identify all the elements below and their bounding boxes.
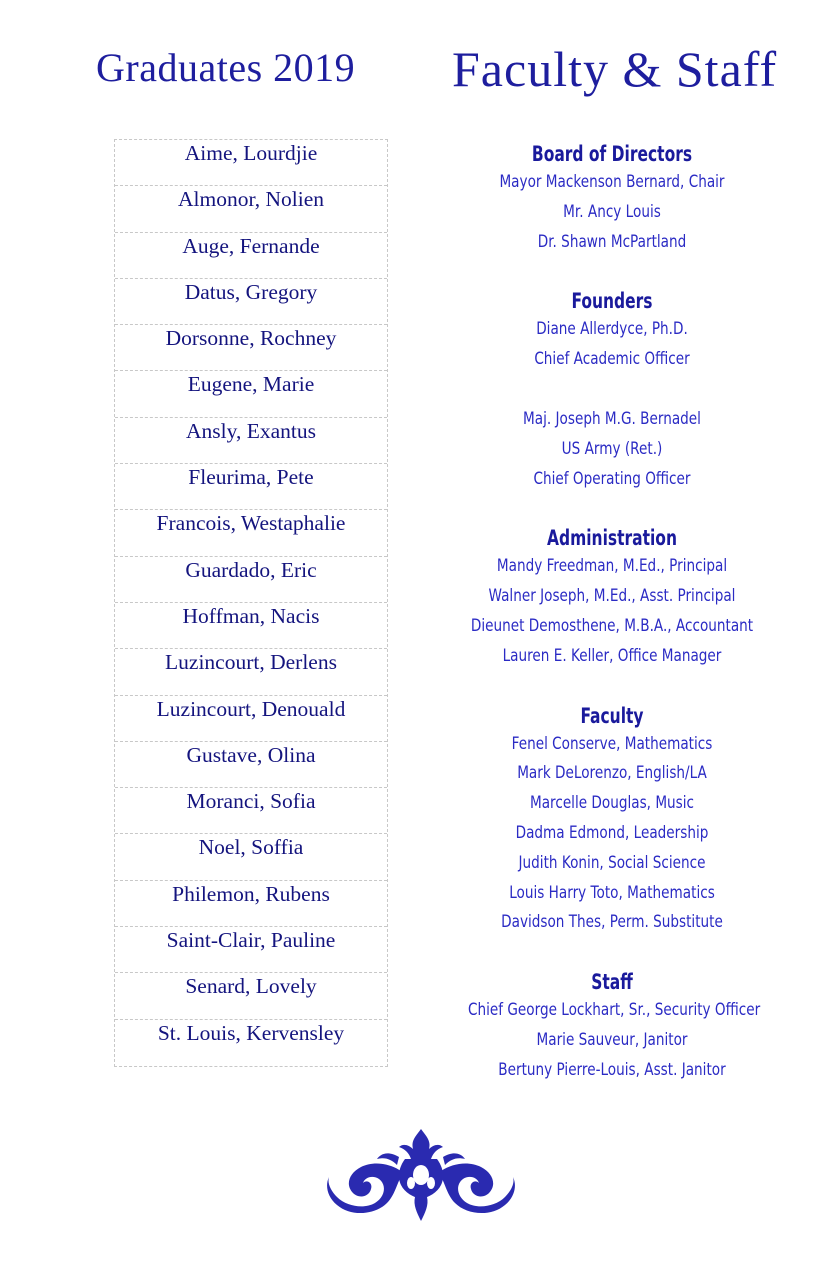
graduate-name: Datus, Gregory xyxy=(115,279,387,325)
faculty-staff-heading: Faculty & Staff xyxy=(452,41,778,97)
board-section xyxy=(432,140,792,257)
administration-member: Walner Joseph, M.Ed., Asst. Principal xyxy=(488,586,736,607)
graduate-name: St. Louis, Kervensley xyxy=(157,1020,345,1045)
graduate-name: Luzincourt, Denouald xyxy=(115,696,387,742)
board-member: Mayor Mackenson Bernard, Chair xyxy=(499,172,725,192)
founder-line: US Army (Ret.) xyxy=(561,438,663,459)
faculty-member: Fenel Conserve, Mathematics xyxy=(511,733,713,754)
graduate-name: Fleurima, Pete xyxy=(115,464,387,510)
graduate-name: Hoffman, Nacis xyxy=(115,603,387,649)
founders-section xyxy=(432,287,792,494)
faculty-member: Mark DeLorenzo, English/LA xyxy=(517,763,707,784)
graduate-name: Auge, Fernande xyxy=(115,233,387,279)
founder-line: Chief Academic Officer xyxy=(534,349,690,370)
graduate-name: Moranci, Sofia xyxy=(115,788,387,834)
faculty-member: Marcelle Douglas, Music xyxy=(529,793,695,814)
staff-member: Marie Sauveur, Janitor xyxy=(536,1029,688,1050)
graduate-name: Saint-Clair, Pauline xyxy=(115,927,387,973)
faculty-member: Judith Konin, Social Science xyxy=(518,852,706,873)
administration-member: Mandy Freedman, M.Ed., Principal xyxy=(496,556,728,577)
graduates-heading: Graduates 2019 xyxy=(96,45,356,90)
faculty-staff-column xyxy=(432,140,792,1116)
board-title: Board of Directors xyxy=(531,142,693,166)
graduate-name: Noel, Soffia xyxy=(115,834,387,880)
graduate-name: Guardado, Eric xyxy=(115,557,387,603)
founders-title: Founders xyxy=(571,289,653,314)
faculty-member: Louis Harry Toto, Mathematics xyxy=(509,882,715,903)
founder-line: Chief Operating Officer xyxy=(533,468,691,489)
faculty-section xyxy=(432,702,792,939)
staff-member: Bertuny Pierre-Louis, Asst. Janitor xyxy=(498,1059,726,1080)
administration-member: Lauren E. Keller, Office Manager xyxy=(502,645,722,666)
graduates-list xyxy=(114,139,388,1067)
staff-member: Chief George Lockhart, Sr., Security Officer xyxy=(468,1000,761,1021)
fleur-de-lis-ornament-icon xyxy=(325,1127,517,1223)
graduate-name: Almonor, Nolien xyxy=(115,186,387,232)
graduate-name: Francois, Westaphalie xyxy=(115,510,387,556)
staff-title: Staff xyxy=(591,970,633,995)
staff-section xyxy=(432,968,792,1085)
graduate-name: Philemon, Rubens xyxy=(115,881,387,927)
graduate-name: Gustave, Olina xyxy=(115,742,387,788)
graduate-name: Ansly, Exantus xyxy=(115,418,387,464)
faculty-title: Faculty xyxy=(580,703,644,728)
graduate-name: Dorsonne, Rochney xyxy=(115,325,387,371)
graduate-name: Aime, Lourdjie xyxy=(115,140,387,186)
founder-line: Maj. Joseph M.G. Bernadel xyxy=(523,408,701,429)
graduate-name: Senard, Lovely xyxy=(115,973,387,1019)
administration-section xyxy=(432,524,792,671)
graduate-name: Luzincourt, Derlens xyxy=(115,649,387,695)
graduate-name: Eugene, Marie xyxy=(115,371,387,417)
faculty-member: Dadma Edmond, Leadership xyxy=(515,822,709,843)
administration-member: Dieunet Demosthene, M.B.A., Accountant xyxy=(470,615,754,636)
founder-line: Diane Allerdyce, Ph.D. xyxy=(536,319,688,340)
board-member: Mr. Ancy Louis xyxy=(563,201,661,222)
administration-title: Administration xyxy=(547,526,677,551)
board-member: Dr. Shawn McPartland xyxy=(537,231,687,252)
faculty-member: Davidson Thes, Perm. Substitute xyxy=(501,912,723,933)
